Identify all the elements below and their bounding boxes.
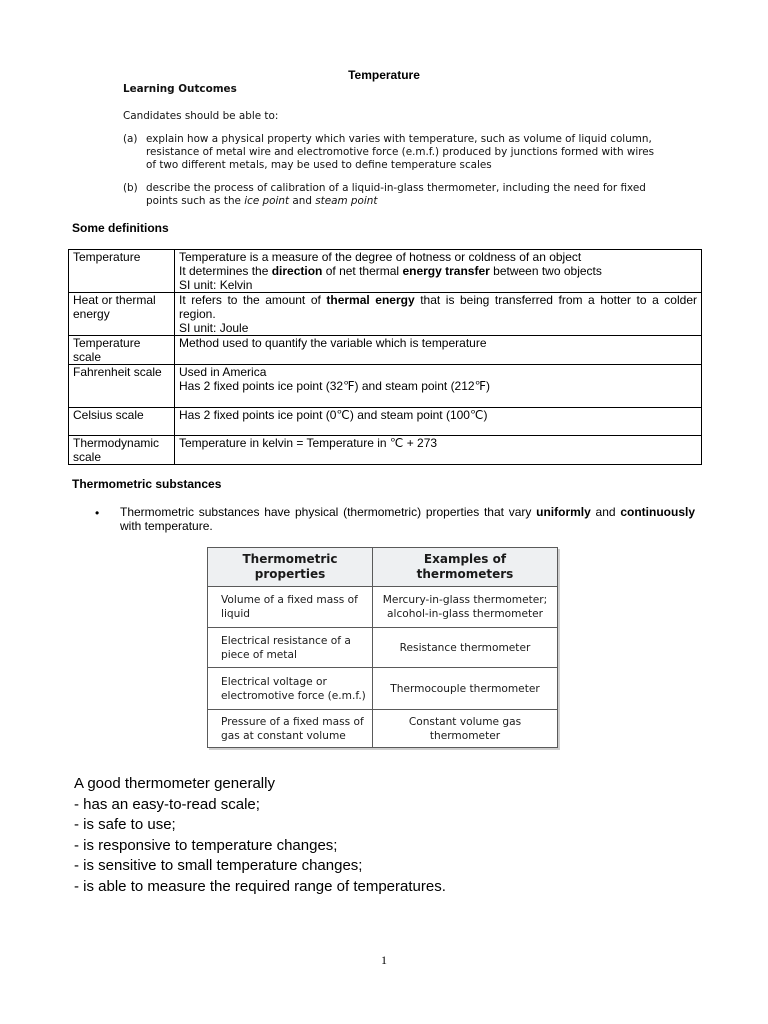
definition-term: Celsius scale xyxy=(69,408,175,436)
outcome-label: (b) xyxy=(123,182,138,194)
table-row xyxy=(69,250,702,293)
list-item: - is responsive to temperature changes; xyxy=(74,836,338,854)
table-row xyxy=(208,628,558,668)
definition-description xyxy=(175,336,702,365)
outcome-text-part: describe the process of calibration of a liquid-in-glass thermometer, including the need for fixed points such as the xyxy=(146,182,646,207)
text-part: It refers to the amount of xyxy=(179,293,327,307)
list-item: - is safe to use; xyxy=(74,816,176,834)
property-cell: Pressure of a fixed mass of gas at constant volume xyxy=(208,710,373,748)
bullet-point: • xyxy=(95,506,100,520)
definitions-table xyxy=(68,249,702,465)
bold-term: continuously xyxy=(620,505,695,519)
table-row xyxy=(208,668,558,710)
steam-point-term: steam point xyxy=(315,195,378,207)
table-row xyxy=(208,710,558,748)
definition-line: Method used to quantify the variable which is temperature xyxy=(179,336,487,350)
example-cell: Constant volume gas thermometer xyxy=(373,710,558,748)
definition-term: Thermodynamic scale xyxy=(69,436,175,465)
property-cell: Volume of a fixed mass of liquid xyxy=(208,587,373,628)
table-row xyxy=(208,587,558,628)
list-item: - has an easy-to-read scale; xyxy=(74,795,260,813)
definition-line xyxy=(179,293,697,321)
table-row xyxy=(69,336,702,365)
text-part: Thermometric substances have physical (thermometric) properties that vary xyxy=(120,505,537,519)
page-title: Temperature xyxy=(348,68,420,82)
definition-description xyxy=(175,293,702,336)
thermometric-properties-table xyxy=(207,547,558,748)
outcome-text: explain how a physical property which varies with temperature, such as volume of liquid column, resistance of metal wire and electromotive force (e.m.f.) produced by junctions formed with wires of two different metals, may be used to define temperature scales xyxy=(146,133,655,171)
definition-description xyxy=(175,408,702,436)
column-header: Thermometric properties xyxy=(208,548,373,587)
list-item: - is sensitive to small temperature changes; xyxy=(74,857,363,875)
bold-term: thermal energy xyxy=(326,293,415,307)
learning-outcome-a xyxy=(123,133,663,172)
property-cell: Electrical voltage or electromotive force (e.m.f.) xyxy=(208,668,373,710)
property-cell: Electrical resistance of a piece of metal xyxy=(208,628,373,668)
learning-outcomes-intro: Candidates should be able to: xyxy=(123,110,279,122)
text-part: and xyxy=(590,505,621,519)
example-cell: Thermocouple thermometer xyxy=(373,668,558,710)
text-part: with temperature. xyxy=(120,519,213,533)
bold-term: energy transfer xyxy=(402,264,490,278)
page-number: 1 xyxy=(381,953,387,967)
table-row xyxy=(69,408,702,436)
definition-description xyxy=(175,365,702,408)
definition-term: Fahrenheit scale xyxy=(69,365,175,408)
text-part: It determines the xyxy=(179,264,272,278)
table-row xyxy=(69,293,702,336)
definition-line xyxy=(179,264,697,278)
outcome-text-part: and xyxy=(289,195,316,207)
outcome-label: (a) xyxy=(123,133,138,145)
definition-term: Heat or thermal energy xyxy=(69,293,175,336)
example-cell: Mercury-in-glass thermometer; alcohol-in-glass thermometer xyxy=(373,587,558,628)
learning-outcome-b xyxy=(123,182,663,208)
thermometric-paragraph xyxy=(120,505,695,533)
text-part: that is being transferred from a hotter to a colder region. xyxy=(179,293,697,321)
definition-line: Temperature is a measure of the degree of hotness or coldness of an object xyxy=(179,250,582,264)
list-item: - is able to measure the required range of temperatures. xyxy=(74,877,446,895)
learning-outcomes-heading: Learning Outcomes xyxy=(123,83,237,95)
definition-description xyxy=(175,436,702,465)
table-header-row xyxy=(208,548,558,587)
text-part: between two objects xyxy=(489,264,602,278)
example-cell: Resistance thermometer xyxy=(373,628,558,668)
definition-line: SI unit: Joule xyxy=(179,321,249,335)
ice-point-term: ice point xyxy=(244,195,290,207)
table-row xyxy=(69,436,702,465)
column-header: Examples of thermometers xyxy=(373,548,558,587)
definition-term: Temperature xyxy=(69,250,175,293)
definition-term: Temperature scale xyxy=(69,336,175,365)
definition-line: Has 2 fixed points ice point (0℃) and steam point (100℃) xyxy=(179,408,488,422)
table-row xyxy=(69,365,702,408)
definition-line: Temperature in kelvin = Temperature in ℃ + 273 xyxy=(179,436,438,450)
definition-line: Has 2 fixed points ice point (32℉) and steam point (212℉) xyxy=(179,379,490,393)
thermometric-heading: Thermometric substances xyxy=(72,477,222,491)
definition-line: SI unit: Kelvin xyxy=(179,278,253,292)
bold-term: uniformly xyxy=(536,505,591,519)
list-intro: A good thermometer generally xyxy=(74,775,275,792)
definitions-heading: Some definitions xyxy=(72,221,169,235)
definition-description xyxy=(175,250,702,293)
outcome-text xyxy=(146,182,663,208)
text-part: of net thermal xyxy=(322,264,403,278)
good-thermometer-list xyxy=(74,774,446,898)
definition-line: Used in America xyxy=(179,365,267,379)
bold-term: direction xyxy=(271,264,323,278)
